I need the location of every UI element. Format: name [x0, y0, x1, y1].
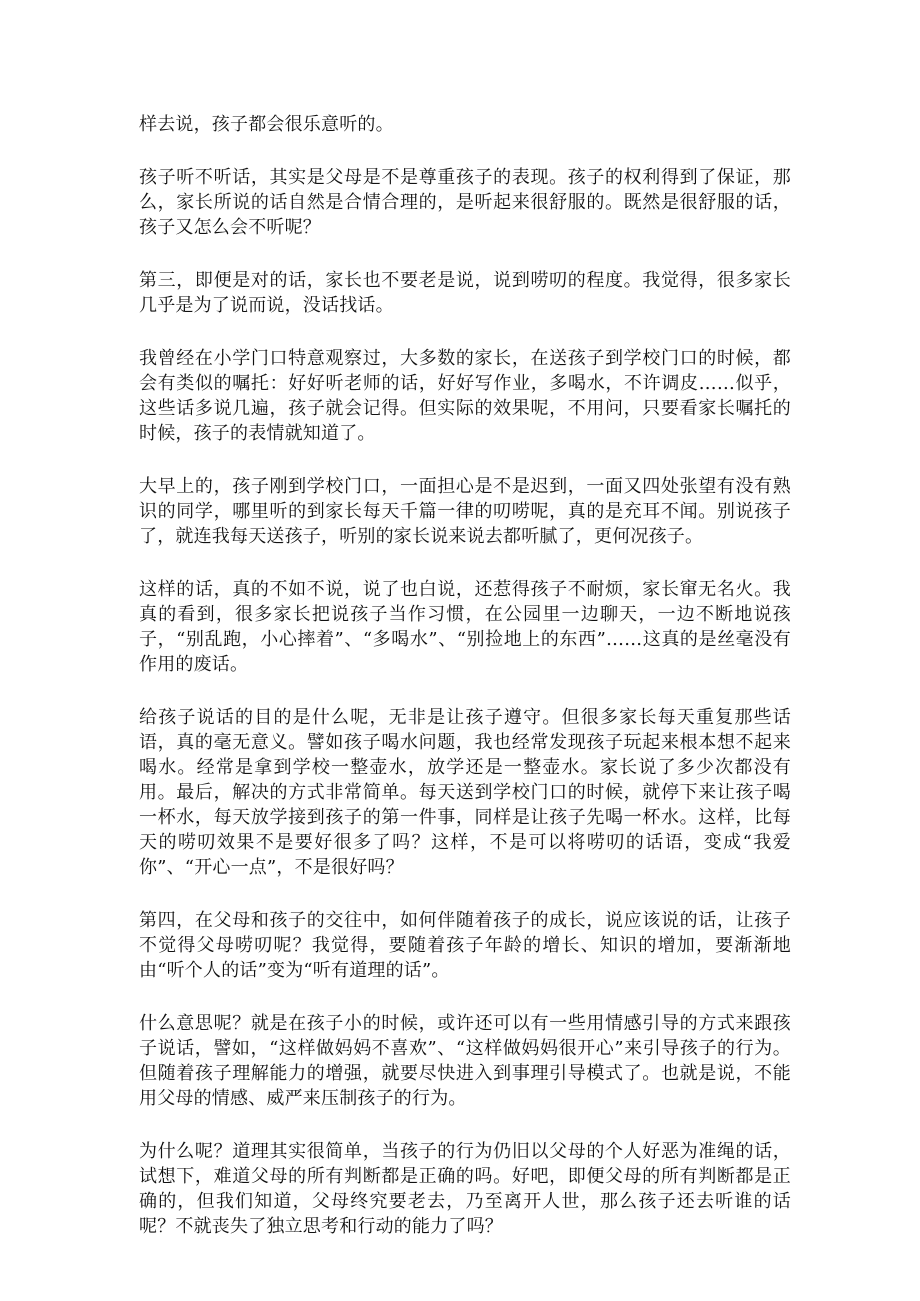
paragraph-3: 第三，即便是对的话，家长也不要老是说，说到唠叨的程度。我觉得，很多家长几乎是为了说而说，没话找话。: [139, 270, 791, 316]
paragraph-7: 给孩子说话的目的是什么呢，无非是让孩子遵守。但很多家长每天重复那些话语，真的毫无意义。譬如孩子喝水问题，我也经常发现孩子玩起来根本想不起来喝水。经常是拿到学校一整壶水，放学还是一整壶水。家长说了多少次都没有用。最后，解决的方式非常简单。每天送到学校门口的时候，就停下来让孩子喝一杯水，每天放学接到孩子的第一件事，同样是让孩子先喝一杯水。这样，比每天的唠叨效果不是要好很多了吗？这样，不是可以将唠叨的话语，变成“我爱你”、“开心一点”，不是很好吗？: [139, 707, 791, 878]
paragraph-9: 什么意思呢？就是在孩子小的时候，或许还可以有一些用情感引导的方式来跟孩子说话，譬如，“这样做妈妈不喜欢”、“这样做妈妈很开心”来引导孩子的行为。但随着孩子理解能力的增强，就要尽快进入到事理引导模式了。也就是说，不能用父母的情感、威严来压制孩子的行为。: [139, 1013, 791, 1109]
paragraph-1: 样去说，孩子都会很乐意听的。: [139, 114, 394, 135]
paragraph-8: 第四，在父母和孩子的交往中，如何伴随着孩子的成长，说应该说的话，让孩子不觉得父母唠叨呢？我觉得，要随着孩子年龄的增长、知识的增加，要渐渐地由“听个人的话”变为“听有道理的话”。: [139, 910, 791, 981]
paragraph-10: 为什么呢？道理其实很简单，当孩子的行为仍旧以父母的个人好恶为准绳的话，试想下，难道父母的所有判断都是正确的吗。好吧，即便父母的所有判断都是正确的，但我们知道，父母终究要老去，乃至离开人世，那么孩子还去听谁的话呢？不就丧失了独立思考和行动的能力了吗？: [139, 1141, 791, 1237]
document-body: [139, 112, 791, 1267]
paragraph-4: 我曾经在小学门口特意观察过，大多数的家长，在送孩子到学校门口的时候，都会有类似的嘱托：好好听老师的话，好好写作业，多喝水，不许调皮……似乎，这些话多说几遍，孩子就会记得。但实际的效果呢，不用问，只要看家长嘱托的时候，孩子的表情就知道了。: [139, 348, 791, 444]
paragraph-6: 这样的话，真的不如不说，说了也白说，还惹得孩子不耐烦，家长窜无名火。我真的看到，很多家长把说孩子当作习惯，在公园里一边聊天，一边不断地说孩子，“别乱跑，小心摔着”、“多喝水”、“别捡地上的东西”……这真的是丝毫没有作用的废话。: [139, 579, 791, 675]
paragraph-5: 大早上的，孩子刚到学校门口，一面担心是不是迟到，一面又四处张望有没有熟识的同学，哪里听的到家长每天千篇一律的叨唠呢，真的是充耳不闻。别说孩子了，就连我每天送孩子，听别的家长说来说去都听腻了，更何况孩子。: [139, 476, 791, 547]
paragraph-2: 孩子听不听话，其实是父母是不是尊重孩子的表现。孩子的权利得到了保证，那么，家长所说的话自然是合情合理的，是听起来很舒服的。既然是很舒服的话，孩子又怎么会不听呢？: [139, 167, 791, 238]
